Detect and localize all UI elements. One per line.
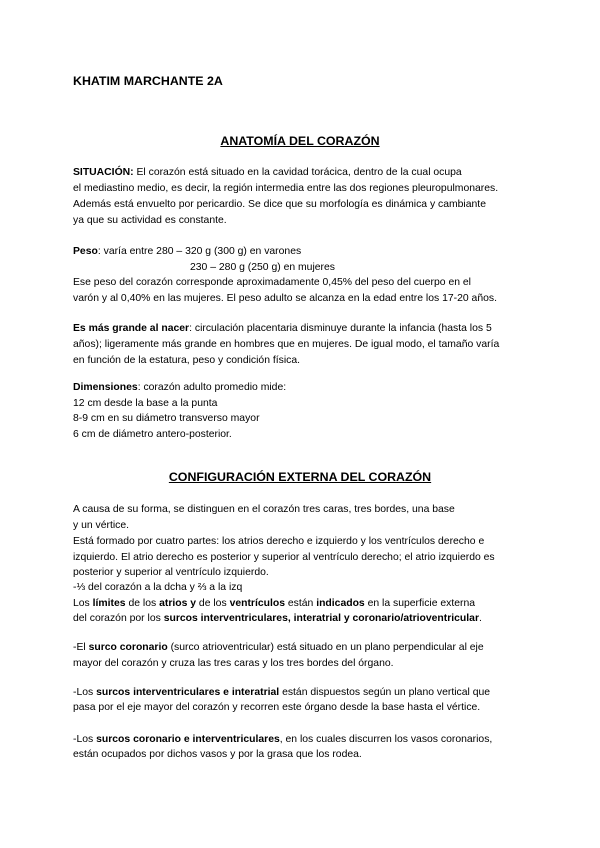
surco-text: , en los cuales discurren los vasos coronarios, bbox=[279, 734, 493, 745]
grande-line-3: en función de la estatura, peso y condición física. bbox=[73, 355, 301, 366]
config-text: del corazón por los bbox=[73, 613, 164, 624]
dimensiones-line-4: 6 cm de diámetro antero-posterior. bbox=[73, 429, 232, 440]
dimensiones-text-1: : corazón adulto promedio mide: bbox=[137, 382, 287, 393]
surco-text: (surco atrioventricular) está situado en un plano perpendicular al eje bbox=[167, 642, 484, 653]
peso-line-3: Ese peso del corazón corresponde aproximadamente 0,45% del peso del cuerpo en el bbox=[73, 277, 471, 288]
config-text: de los bbox=[196, 598, 230, 609]
config-bold: surcos interventriculares, interatrial y coronario/atrioventricular bbox=[163, 613, 479, 624]
surco-coronario-line-1 bbox=[73, 641, 484, 654]
dimensiones-line-1 bbox=[73, 381, 286, 394]
author-line: KHATIM MARCHANTE 2A bbox=[73, 74, 223, 88]
config-line-4: izquierdo. El atrio derecho es posterior y superior al ventrículo derecho; el atrio izquierdo es bbox=[73, 552, 495, 563]
grande-line-2: años); ligeramente más grande en hombres que en mujeres. De igual modo, el tamaño varía bbox=[73, 339, 500, 350]
surco-text: están dispuestos según un plano vertical que bbox=[279, 687, 491, 698]
config-line-1: A causa de su forma, se distinguen en el corazón tres caras, tres bordes, una base bbox=[73, 504, 455, 515]
surcos-inter-line-1 bbox=[73, 686, 490, 699]
config-line-2: y un vértice. bbox=[73, 520, 130, 531]
grande-label: Es más grande al nacer bbox=[73, 323, 190, 334]
peso-line-1 bbox=[73, 245, 301, 258]
config-bold: indicados bbox=[316, 598, 365, 609]
grande-line-1 bbox=[73, 322, 492, 335]
situacion-label: SITUACIÓN: bbox=[73, 167, 134, 178]
surco-text: -Los bbox=[73, 687, 97, 698]
situacion-line-3: Además está envuelto por pericardio. Se dice que su morfología es dinámica y cambiante bbox=[73, 199, 486, 210]
config-bold: atrios y bbox=[159, 598, 197, 609]
config-text: están bbox=[285, 598, 317, 609]
surco-text: -Los bbox=[73, 734, 97, 745]
peso-label: Peso bbox=[73, 246, 98, 257]
section-title-configuracion: CONFIGURACIÓN EXTERNA DEL CORAZÓN bbox=[168, 470, 432, 484]
config-line-3: Está formado por cuatro partes: los atrios derecho e izquierdo y los ventrículos derecho e bbox=[73, 536, 485, 547]
grande-text-1: : circulación placentaria disminuye durante la infancia (hasta los 5 bbox=[189, 323, 492, 334]
dimensiones-label: Dimensiones bbox=[73, 382, 138, 393]
surco-text: -El bbox=[73, 642, 89, 653]
config-bold: ventrículos bbox=[229, 598, 285, 609]
config-text: Los bbox=[73, 598, 93, 609]
dimensiones-line-3: 8-9 cm en su diámetro transverso mayor bbox=[73, 413, 260, 424]
surcos-coro-line-2: están ocupados por dichos vasos y por la grasa que los rodea. bbox=[73, 749, 362, 760]
config-line-6: -⅓ del corazón a la dcha y ⅔ a la izq bbox=[73, 582, 243, 593]
page-title: ANATOMÍA DEL CORAZÓN bbox=[220, 134, 380, 148]
config-text: de los bbox=[125, 598, 160, 609]
config-text: . bbox=[478, 613, 482, 624]
situacion-line-1 bbox=[73, 166, 462, 179]
situacion-line-2: el mediastino medio, es decir, la región intermedia entre las dos regiones pleuropulmonares. bbox=[73, 183, 499, 194]
peso-line-4: varón y al 0,40% en las mujeres. El peso adulto se alcanza en la edad entre los 17-20 años. bbox=[73, 293, 497, 304]
surcos-coro-line-1 bbox=[73, 733, 492, 746]
config-line-8 bbox=[73, 612, 482, 625]
situacion-text-1: El corazón está situado en la cavidad torácica, dentro de la cual ocupa bbox=[133, 167, 462, 178]
surcos-inter-line-2: pasa por el eje mayor del corazón y recorren este órgano desde la base hasta el vértice. bbox=[73, 702, 481, 713]
surco-bold: surco coronario bbox=[88, 642, 168, 653]
config-line-7 bbox=[73, 597, 475, 610]
config-line-5: posterior y superior al ventrículo izquierdo. bbox=[73, 567, 269, 578]
situacion-line-4: ya que su actividad es constante. bbox=[73, 215, 227, 226]
surco-bold: surcos coronario e interventriculares bbox=[96, 734, 280, 745]
surco-coronario-line-2: mayor del corazón y cruza las tres caras y los tres bordes del órgano. bbox=[73, 658, 394, 669]
config-bold: límites bbox=[92, 598, 126, 609]
surco-bold: surcos interventriculares e interatrial bbox=[96, 687, 280, 698]
peso-text-1: : varía entre 280 – 320 g (300 g) en varones bbox=[97, 246, 302, 257]
dimensiones-line-2: 12 cm desde la base a la punta bbox=[73, 398, 218, 409]
peso-line-2: 230 – 280 g (250 g) en mujeres bbox=[190, 262, 335, 273]
config-text: en la superficie externa bbox=[364, 598, 476, 609]
